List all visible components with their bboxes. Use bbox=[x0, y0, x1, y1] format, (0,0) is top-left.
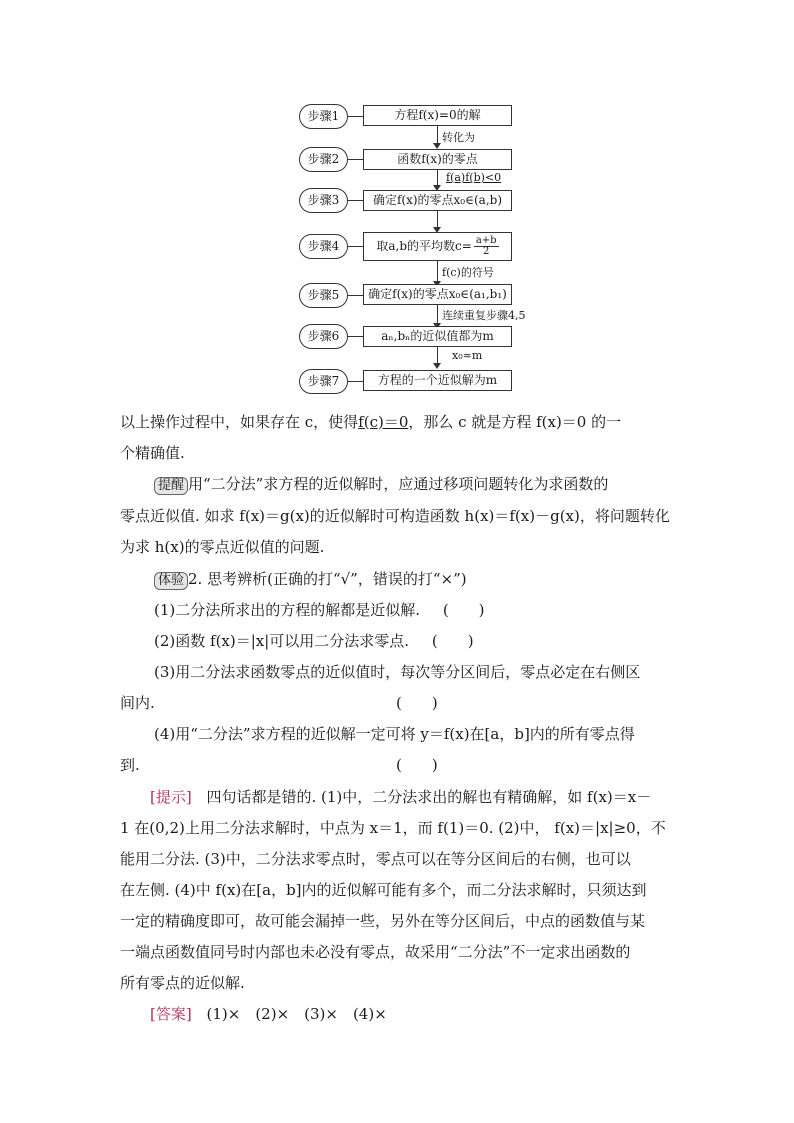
hint-line: 在左侧. (4)中 f(x)在[a，b]内的近似解可能有多个，而二分法求解时，只须达到 bbox=[120, 881, 647, 899]
exercise-title-text: 2. 思考辨析(正确的打“√”，错误的打“×”) bbox=[188, 570, 467, 588]
question-text: (2)函数 f(x)＝|x|可以用二分法求零点. bbox=[154, 632, 410, 650]
paragraph-text: ，那么 c 就是方程 f(x)＝0 的一 bbox=[408, 413, 622, 431]
tip-line: 零点近似值. 如求 f(x)＝g(x)的近似解时可构造函数 h(x)＝f(x)－g(x)，将问题转化 bbox=[120, 507, 670, 525]
connector-4 bbox=[348, 246, 363, 247]
tip-tag: 提醒 bbox=[154, 477, 188, 495]
flow-arrow-line bbox=[437, 347, 438, 363]
paragraph-line bbox=[120, 412, 680, 433]
hint-line bbox=[150, 787, 710, 808]
tip-text: 用“二分法”求方程的近似解时，应通过移项问题转化为求函数的 bbox=[188, 475, 609, 493]
step-label-5: 步骤5 bbox=[299, 283, 348, 308]
question-4-line1: (4)用“二分法”求方程的近似解一定可将 y＝f(x)在[a，b]内的所有零点得 bbox=[154, 725, 635, 743]
step-box-7: 方程的一个近似解为m bbox=[363, 370, 512, 391]
connector-3 bbox=[348, 200, 363, 201]
flow-arrow-line bbox=[437, 126, 438, 143]
connector-6 bbox=[348, 336, 363, 337]
step-box-4 bbox=[363, 232, 512, 261]
step-label-1: 步骤1 bbox=[299, 104, 348, 129]
question-3-line2 bbox=[120, 693, 680, 714]
flow-arrow-line bbox=[437, 170, 438, 185]
answer-paren: ( ) bbox=[396, 694, 438, 712]
step-box-1: 方程f(x)=0的解 bbox=[363, 105, 512, 126]
tip-line bbox=[154, 474, 714, 495]
question-text: 间内. bbox=[120, 694, 155, 712]
flow-arrow-line bbox=[437, 261, 438, 281]
step-box-6: aₙ,bₙ的近似值都为m bbox=[363, 326, 512, 347]
edge-label-3: f(c)的符号 bbox=[442, 266, 494, 279]
paragraph-line: 个精确值. bbox=[120, 444, 185, 462]
step-label-2: 步骤2 bbox=[299, 147, 348, 172]
exercise-tag: 体验 bbox=[154, 572, 188, 590]
edge-label-1: 转化为 bbox=[442, 131, 475, 144]
exercise-title bbox=[154, 569, 714, 590]
step-label-3: 步骤3 bbox=[299, 188, 348, 213]
question-1 bbox=[154, 600, 714, 621]
step-label-4: 步骤4 bbox=[299, 234, 348, 259]
edge-label-2: f(a)f(b)<0 bbox=[446, 171, 502, 184]
answer-text: (1)× (2)× (3)× (4)× bbox=[206, 1005, 387, 1023]
flow-arrow-line bbox=[437, 211, 438, 227]
step-box-4-text: 取a,b的平均数c= bbox=[376, 239, 472, 253]
step-box-2: 函数f(x)的零点 bbox=[363, 149, 512, 170]
connector-5 bbox=[348, 295, 363, 296]
question-3-line1: (3)用二分法求函数零点的近似值时，每次等分区间后，零点必定在右侧区 bbox=[154, 663, 641, 681]
answer-line bbox=[150, 1004, 710, 1025]
answer-paren: ( ) bbox=[431, 632, 474, 650]
step-label-7: 步骤7 bbox=[299, 369, 348, 394]
answer-tag: [答案] bbox=[150, 1005, 192, 1023]
hint-text: 四句话都是错的. (1)中，二分法求出的解也有精确解，如 f(x)＝x－ bbox=[206, 788, 652, 806]
edge-label-5: x₀≈m bbox=[452, 349, 483, 362]
answer-paren: ( ) bbox=[442, 601, 485, 619]
flow-arrow-line bbox=[437, 305, 438, 323]
step-box-5: 确定f(x)的零点x₀∈(a₁,b₁) bbox=[363, 284, 512, 305]
connector-1 bbox=[348, 116, 363, 117]
step-box-3: 确定f(x)的零点x₀∈(a,b) bbox=[363, 190, 512, 211]
answer-paren: ( ) bbox=[396, 756, 438, 774]
flow-diagram bbox=[0, 0, 794, 400]
step-label-6: 步骤6 bbox=[299, 324, 348, 349]
arrow-head bbox=[433, 363, 441, 369]
hint-line: 一端点函数值同号时内部也未必没有零点，故采用“二分法”不一定求出函数的 bbox=[120, 943, 631, 961]
tip-line: 为求 h(x)的零点近似值的问题. bbox=[120, 538, 325, 556]
hint-line: 所有零点的近似解. bbox=[120, 974, 245, 992]
edge-label-4: 连续重复步骤4,5 bbox=[442, 309, 526, 322]
fraction-numerator: a+b bbox=[475, 235, 497, 246]
connector-7 bbox=[348, 381, 363, 382]
hint-line: 1 在(0,2)上用二分法求解时，中点为 x＝1，而 f(1)＝0. (2)中， f(x)＝|x|≥0，不 bbox=[120, 819, 666, 837]
average-fraction bbox=[474, 236, 499, 257]
hint-tag: [提示] bbox=[150, 788, 192, 806]
question-4-line2 bbox=[120, 755, 680, 776]
paragraph-text: 以上操作过程中，如果存在 c，使得 bbox=[120, 413, 359, 431]
question-2 bbox=[154, 631, 714, 652]
connector-2 bbox=[348, 159, 363, 160]
hint-line: 能用二分法. (3)中，二分法求零点时，零点可以在等分区间后的右侧，也可以 bbox=[120, 850, 631, 868]
fill-blank-answer: f(c)＝0 bbox=[358, 413, 409, 431]
question-text: 到. bbox=[120, 756, 140, 774]
hint-line: 一定的精确度即可，故可能会漏掉一些，另外在等分区间后，中点的函数值与某 bbox=[120, 912, 646, 930]
question-text: (1)二分法所求出的方程的解都是近似解. bbox=[154, 601, 421, 619]
fraction-denominator: 2 bbox=[483, 246, 490, 257]
